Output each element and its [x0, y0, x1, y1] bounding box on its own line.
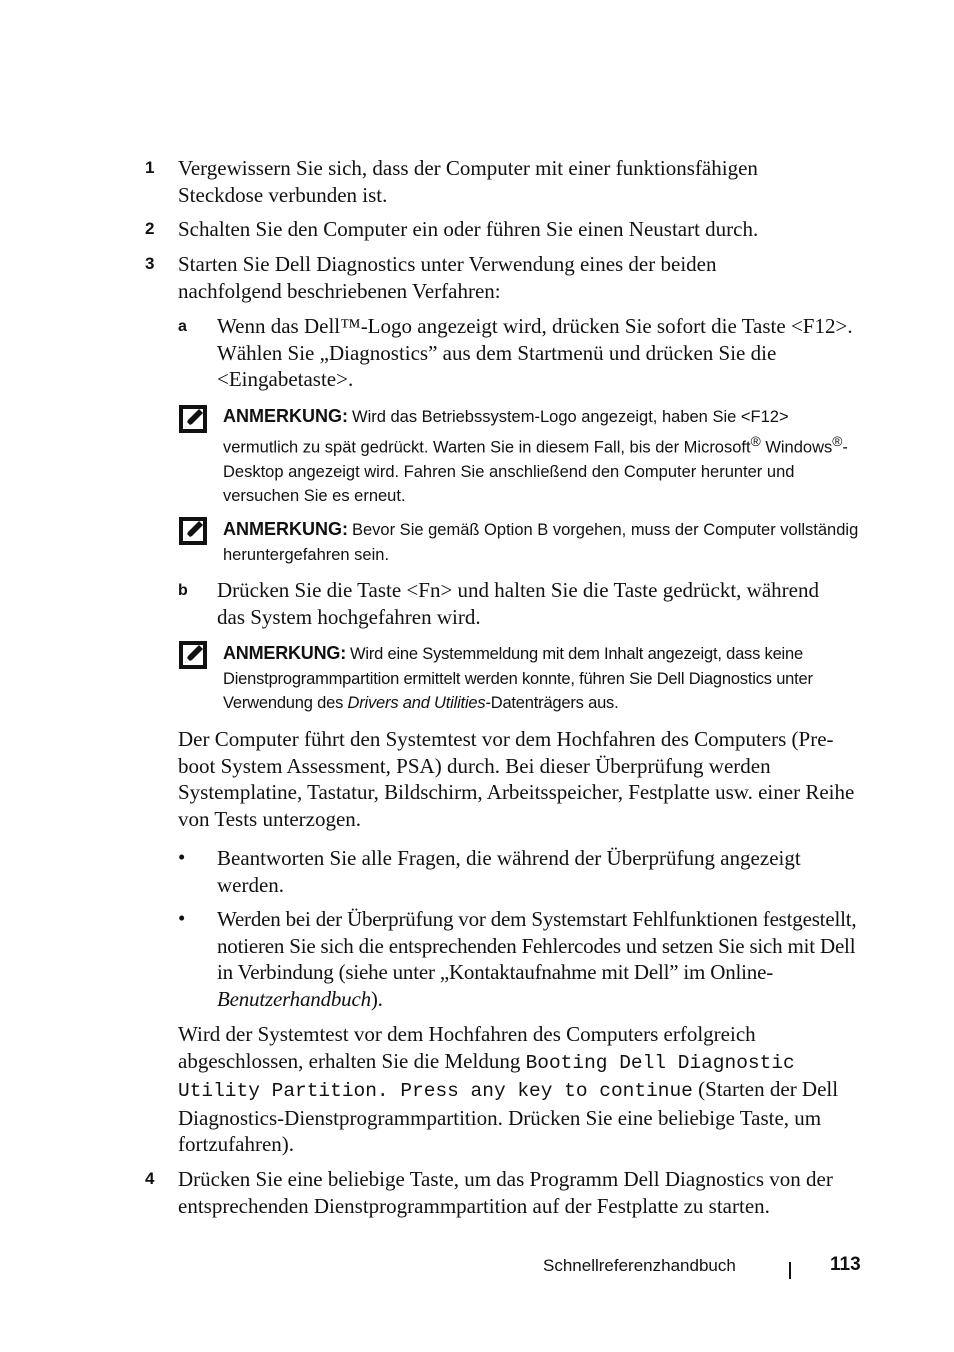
completion-paragraph — [178, 1021, 863, 1158]
substep-text-a: Wenn das Dell™-Logo angezeigt wird, drücken Sie sofort die Taste <F12>. Wählen Sie „Diagnostics” aus dem Startmenü und drücken Sie die <Eingabetaste>. — [217, 314, 853, 391]
step-number-4: 4 — [145, 1169, 155, 1188]
substep-text-b: Drücken Sie die Taste <Fn> und halten Sie die Taste gedrückt, während das System hochgefahren wird. — [217, 578, 819, 629]
note-3-text-part2: -Datenträgers aus. — [485, 694, 619, 712]
note-2 — [223, 517, 863, 567]
bullet-mark: • — [178, 845, 186, 869]
bullet-item-2 — [217, 906, 857, 1012]
step-number-1: 1 — [145, 158, 155, 177]
step-text-4: Drücken Sie eine beliebige Taste, um das Programm Dell Diagnostics von der entsprechenden Dienstprogrammpartition auf der Festplatte zu starten. — [178, 1167, 833, 1218]
completion-text-part1: Wird der Systemtest vor dem Hochfahren des Computers erfolgreich abgeschlossen, erhalten Sie die Meldung — [178, 1022, 756, 1073]
note-1-text-part1: Wird das Betriebssystem-Logo angezeigt, haben Sie <F12> vermutlich zu spät gedrückt. Warten Sie in diesem Fall, bis der Microsoft — [223, 408, 789, 456]
note-label: ANMERKUNG: — [223, 519, 348, 539]
registered-mark: ® — [750, 433, 761, 449]
substep-letter-b: b — [178, 582, 188, 599]
substep-letter-a: a — [178, 318, 187, 335]
note-1 — [223, 404, 863, 509]
note-label: ANMERKUNG: — [223, 643, 346, 663]
note-1-text-part3: -Desktop angezeigt wird. Fahren Sie anschließend den Computer herunter und versuchen Sie es erneut. — [223, 438, 848, 505]
note-1-text-part2: Windows — [760, 438, 833, 456]
boot-message-code: Booting Dell Diagnostic Utility Partition. Press any key to continue — [178, 1051, 795, 1102]
page-number: 113 — [830, 1254, 861, 1275]
registered-mark: ® — [832, 433, 843, 449]
bullet-item-2-part1: Werden bei der Überprüfung vor dem Systemstart Fehlfunktionen festgestellt, notieren Sie sich die entsprechenden Fehlercodes und setzen Sie sich mit Dell in Verbindung (siehe unter „Kontaktaufnahme mit Dell” im Online- — [217, 907, 857, 984]
psa-paragraph: Der Computer führt den Systemtest vor dem Hochfahren des Computers (Pre-boot System Assessment, PSA) durch. Bei dieser Überprüfung werden Systemplatine, Tastatur, Bildschirm, Arbeitsspeicher, Festplatte usw. einer Reihe von Tests unterzogen. — [178, 727, 855, 831]
step-number-2: 2 — [145, 219, 155, 238]
footer-separator — [789, 1262, 791, 1279]
step-text-2: Schalten Sie den Computer ein oder führen Sie einen Neustart durch. — [178, 217, 759, 241]
note-2-text: Bevor Sie gemäß Option B vorgehen, muss der Computer vollständig heruntergefahren sein. — [223, 521, 859, 564]
step-text-1: Vergewissern Sie sich, dass der Computer mit einer funktionsfähigen Steckdose verbunden ist. — [178, 156, 758, 207]
bullet-mark: • — [178, 906, 186, 930]
note-3 — [223, 641, 863, 716]
step-number-3: 3 — [145, 254, 155, 273]
bullet-item-1: Beantworten Sie alle Fragen, die während der Überprüfung angezeigt werden. — [217, 846, 801, 897]
completion-text-part2: (Starten der Dell Diagnostics-Dienstprogrammpartition. Drücken Sie eine beliebige Taste, um fortzufahren). — [178, 1077, 839, 1156]
footer-title: Schnellreferenzhandbuch — [543, 1256, 736, 1275]
step-text-3: Starten Sie Dell Diagnostics unter Verwendung eines der beiden nachfolgend beschriebenen Verfahren: — [178, 252, 717, 303]
note-pencil-icon — [178, 404, 208, 434]
note-3-text-part1: Wird eine Systemmeldung mit dem Inhalt angezeigt, dass keine Dienstprogrammpartition ermittelt werden konnte, führen Sie Dell Diagnostics unter Verwendung des — [223, 645, 813, 712]
note-label: ANMERKUNG: — [223, 406, 348, 426]
bullet-item-2-italic: Benutzerhandbuch — [217, 986, 371, 1011]
bullet-item-2-part2: ). — [370, 986, 383, 1011]
note-pencil-icon — [178, 640, 208, 670]
note-3-italic-title: Drivers and Utilities — [347, 694, 486, 712]
note-pencil-icon — [178, 516, 208, 546]
